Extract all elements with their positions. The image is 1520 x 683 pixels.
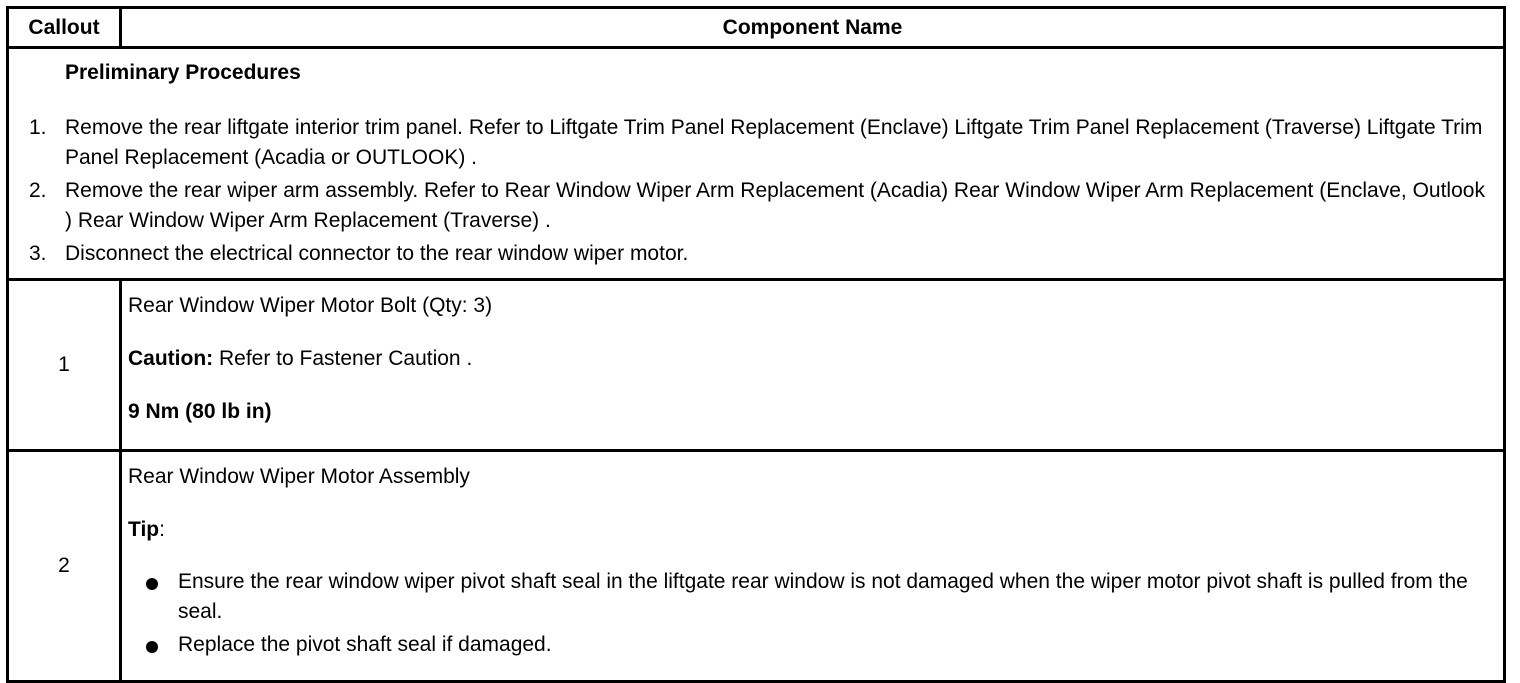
table-row [8,451,1505,682]
component-name: Rear Window Wiper Motor Bolt (Qty: 3) [128,294,493,317]
caution-text: Refer to Fastener Caution . [213,347,473,370]
list-item [128,567,1495,627]
callout-cell: 1 [8,280,121,451]
bullet-icon [146,578,158,590]
step-number: 2. [29,179,47,202]
callout-cell: 2 [8,451,121,682]
list-item [128,630,1495,660]
tip-colon: : [159,518,165,541]
preliminary-cell [8,48,1505,280]
component-cell [121,280,1505,451]
procedure-table-container [6,6,1506,683]
caution-label: Caution: [128,347,214,370]
step-text: Remove the rear liftgate interior trim panel. Refer to Liftgate Trim Panel Replacement (Enclave) Liftgate Trim Panel Replacement (Traverse) Liftgate Trim Panel Replacement (Acadia or OUTLOOK) . [65,116,1483,169]
component-cell [121,451,1505,682]
header-component-name: Component Name [121,8,1505,48]
list-item [19,113,1491,173]
tip-text: Ensure the rear window wiper pivot shaft seal in the liftgate rear window is not damaged when the wiper motor pivot shaft is pulled from the seal. [178,570,1468,623]
table-row [8,280,1505,451]
tip-line [128,515,1495,545]
step-number: 1. [29,116,47,139]
header-callout: Callout [8,8,121,48]
table-header-row [8,8,1505,48]
tip-list [128,567,1495,660]
step-text: Remove the rear wiper arm assembly. Refer to Rear Window Wiper Arm Replacement (Acadia) Rear Window Wiper Arm Replacement (Enclave, Outlook ) Rear Window Wiper Arm Replacement (Traverse) . [65,179,1485,232]
step-number: 3. [29,242,47,265]
bullet-icon [146,641,158,653]
preliminary-steps [19,113,1491,269]
torque-spec: 9 Nm (80 lb in) [128,400,272,423]
step-text: Disconnect the electrical connector to the rear window wiper motor. [65,242,689,265]
list-item [19,176,1491,236]
component-name: Rear Window Wiper Motor Assembly [128,465,470,488]
procedure-table [6,6,1506,683]
tip-text: Replace the pivot shaft seal if damaged. [178,633,552,656]
preliminary-row [8,48,1505,280]
tip-label: Tip [128,518,160,541]
preliminary-title: Preliminary Procedures [65,61,301,84]
list-item [19,239,1491,269]
caution-line [128,344,1495,374]
